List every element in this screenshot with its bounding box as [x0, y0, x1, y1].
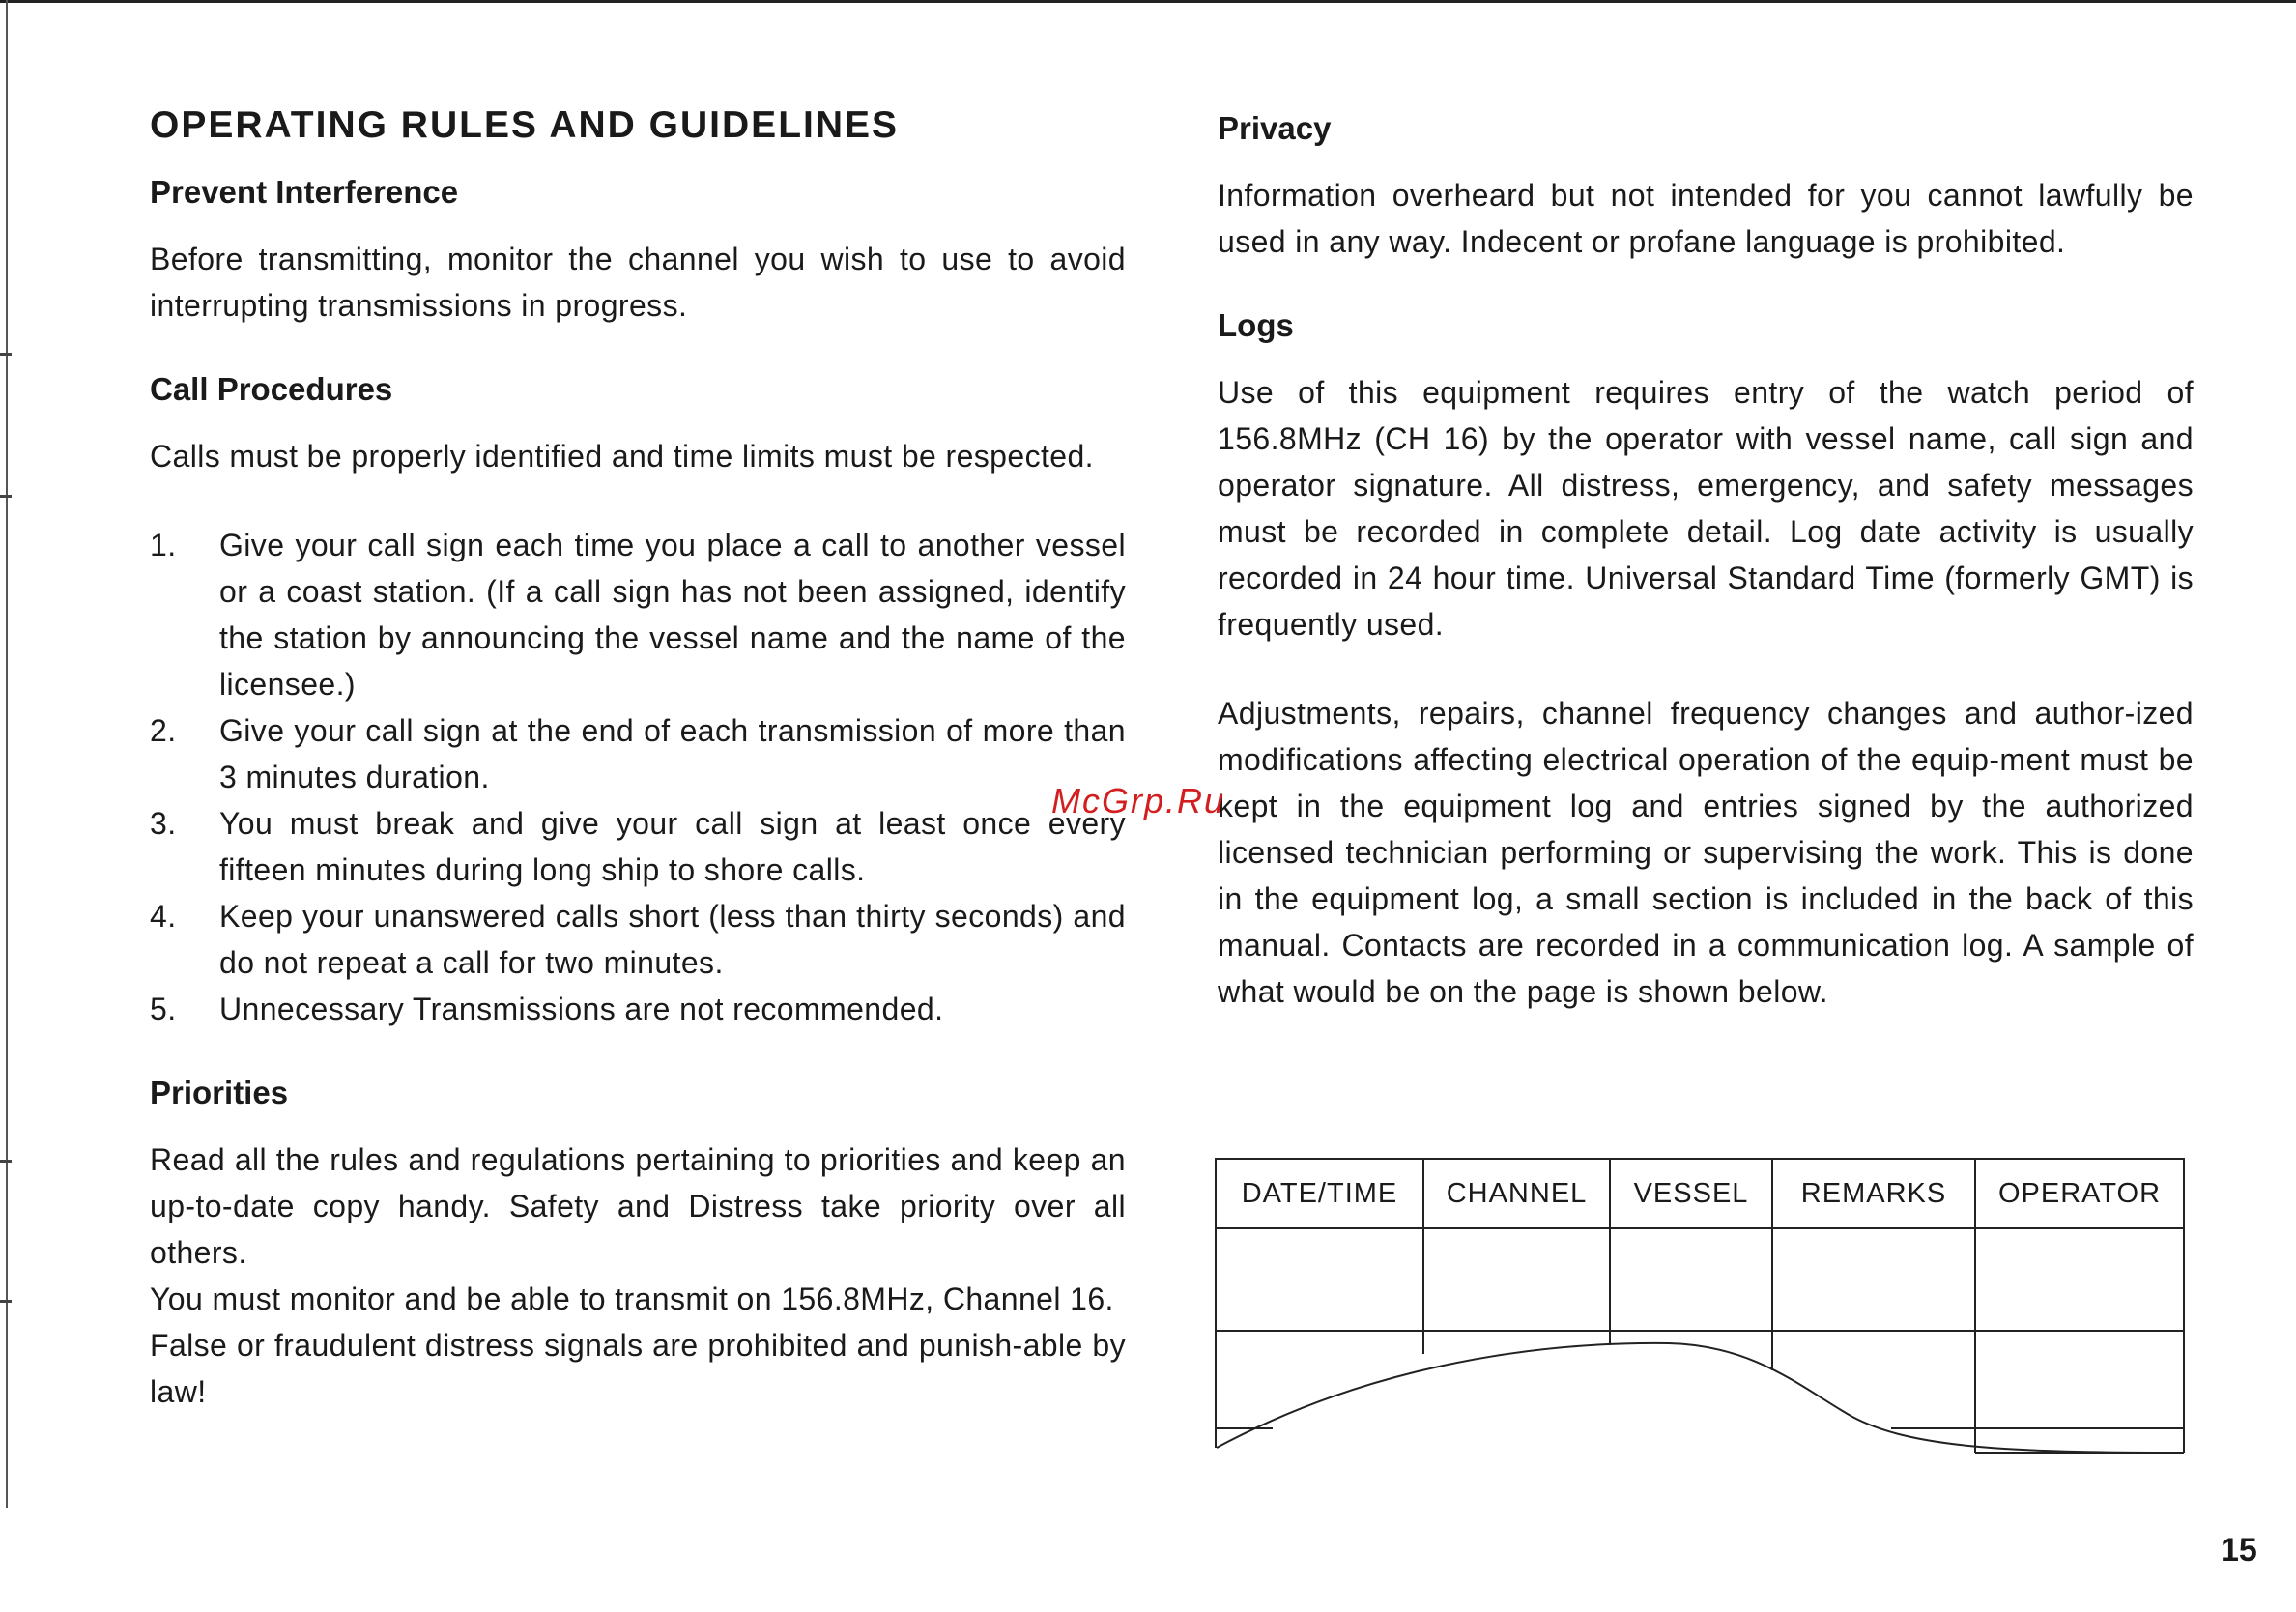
watermark: McGrp.Ru — [1051, 781, 1226, 820]
priorities-text-2: You must monitor and be able to transmit on 156.8MHz, Channel 16. — [150, 1281, 1114, 1316]
list-text: Give your call sign each time you place a call to another vessel or a coast station. (If a call sign has not been assigned, identify the station by announcing the vessel name and the name of the licensee.) — [219, 528, 1126, 702]
table-header-row — [1216, 1159, 2184, 1228]
page-title: OPERATING RULES AND GUIDELINES — [150, 104, 900, 146]
binding-mark — [0, 1160, 12, 1163]
list-text: Unnecessary Transmissions are not recommended. — [219, 992, 944, 1026]
list-item — [150, 707, 1126, 800]
list-item — [150, 522, 1126, 707]
left-border — [6, 0, 8, 1508]
priorities-text-3: False or fraudulent distress signals are prohibited and punish-able by law! — [150, 1328, 1126, 1409]
binding-mark — [0, 495, 12, 498]
page-number: 15 — [2221, 1532, 2257, 1569]
list-item — [150, 893, 1126, 986]
top-border — [0, 0, 2296, 3]
column-header: REMARKS — [1772, 1159, 1975, 1228]
torn-page-wave — [1215, 1303, 2185, 1467]
list-number: 3. — [150, 806, 177, 841]
list-item — [150, 986, 1126, 1032]
binding-mark — [0, 1300, 12, 1303]
left-column — [150, 97, 1126, 1415]
logs-text-2: Adjustments, repairs, channel frequency changes and author-ized modifications affecting electrical operation of the equip-ment must be kept in the equipment log and entries signed by the authorized licensed technician performing or supervising the work. This is done in the equipment log, a small section is included in the back of this manual. Contacts are recorded in a communication log. A sample of what would be on the page is shown below. — [1218, 696, 2194, 1009]
privacy-heading: Privacy — [1218, 110, 1332, 146]
call-rules-list — [150, 522, 1126, 1032]
prevent-interference-heading: Prevent Interference — [150, 174, 459, 210]
binding-mark — [0, 353, 12, 356]
column-header: DATE/TIME — [1216, 1159, 1423, 1228]
list-number: 4. — [150, 899, 177, 934]
list-item — [150, 800, 1126, 893]
list-number: 5. — [150, 992, 177, 1026]
priorities-text-1: Read all the rules and regulations pertaining to priorities and keep an up-to-date copy handy. Safety and Distress take priority over all others. — [150, 1142, 1126, 1270]
list-number: 2. — [150, 713, 177, 748]
list-number: 1. — [150, 528, 177, 562]
logs-text-1: Use of this equipment requires entry of the watch period of 156.8MHz (CH 16) by the operator with vessel name, call sign and operator signature. All distress, emergency, and safety messages must be recorded in complete detail. Log date activity is usually recorded in 24 hour time. Universal Standard Time (formerly GMT) is frequently used. — [1218, 375, 2194, 642]
right-column — [1218, 97, 2194, 1015]
prevent-interference-text: Before transmitting, monitor the channel you wish to use to avoid interrupting transmissions in progress. — [150, 242, 1126, 323]
list-text: Keep your unanswered calls short (less than thirty seconds) and do not repeat a call for two minutes. — [219, 899, 1126, 980]
sample-log-table — [1215, 1158, 2183, 1465]
column-header: VESSEL — [1610, 1159, 1772, 1228]
column-header: CHANNEL — [1423, 1159, 1610, 1228]
call-procedures-text: Calls must be properly identified and time limits must be respected. — [150, 439, 1094, 474]
privacy-text: Information overheard but not intended for you cannot lawfully be used in any way. Indecent or profane language is prohibited. — [1218, 178, 2194, 259]
column-header: OPERATOR — [1975, 1159, 2184, 1228]
list-text: You must break and give your call sign at least once every fifteen minutes during long ship to shore calls. — [219, 806, 1126, 887]
logs-heading: Logs — [1218, 307, 1294, 343]
call-procedures-heading: Call Procedures — [150, 371, 393, 407]
list-text: Give your call sign at the end of each transmission of more than 3 minutes duration. — [219, 713, 1126, 794]
priorities-heading: Priorities — [150, 1075, 289, 1110]
